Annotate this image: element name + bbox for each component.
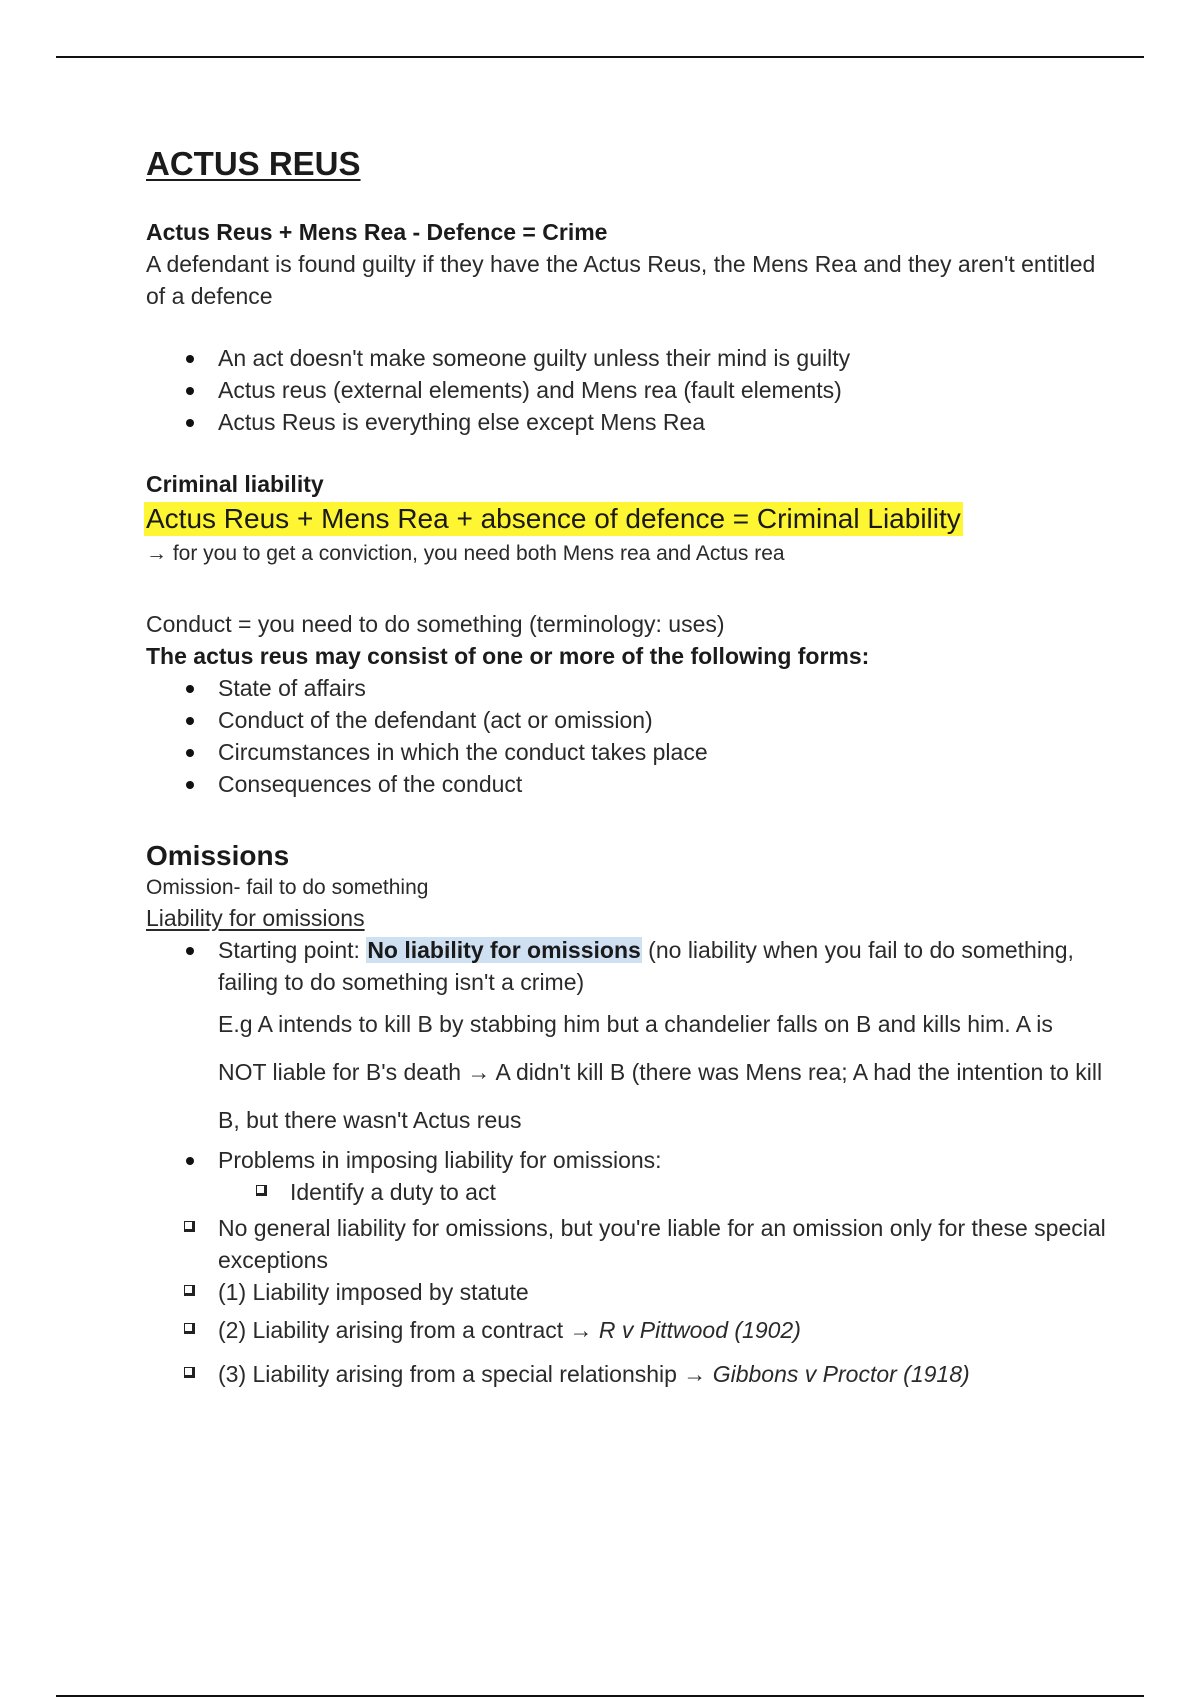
- list-item: An act doesn't make someone guilty unless their mind is guilty: [146, 342, 1106, 374]
- exceptions-list: [146, 1176, 1106, 1390]
- list-item: Circumstances in which the conduct takes place: [146, 736, 1106, 768]
- checkbox-icon: [184, 1367, 195, 1378]
- forms-list: [146, 672, 1106, 800]
- problems-list: [146, 1144, 1106, 1176]
- bullet-icon: [186, 419, 194, 427]
- top-rule: [56, 56, 1144, 58]
- formula-text: A defendant is found guilty if they have the Actus Reus, the Mens Rea and they aren't entitled of a defence: [146, 251, 1096, 309]
- formula-bullets: [146, 342, 1106, 438]
- list-item: (3) Liability arising from a special relationship → Gibbons v Proctor (1918): [146, 1358, 1106, 1390]
- bottom-rule: [56, 1695, 1144, 1697]
- bullet-icon: [186, 717, 194, 725]
- checkbox-icon: [256, 1185, 267, 1196]
- list-item: (2) Liability arising from a contract → R v Pittwood (1902): [146, 1314, 1106, 1346]
- bullet-icon: [186, 749, 194, 757]
- checkbox-icon: [184, 1285, 195, 1296]
- criminal-liability-formula: Actus Reus + Mens Rea + absence of defence = Criminal Liability: [146, 503, 961, 534]
- list-item: No general liability for omissions, but you're liable for an omission only for these special exceptions: [146, 1212, 1106, 1276]
- forms-heading: The actus reus may consist of one or more of the following forms:: [146, 643, 870, 669]
- list-item: Actus Reus is everything else except Mens Rea: [146, 406, 1106, 438]
- omission-definition: Omission- fail to do something: [146, 876, 429, 899]
- list-item: Starting point: No liability for omissions (no liability when you fail to do something, failing to do something isn't a crime): [146, 934, 1106, 998]
- conduct-text: Conduct = you need to do something (terminology: uses): [146, 611, 725, 637]
- case-citation: R v Pittwood (1902): [598, 1317, 801, 1343]
- formula-heading: Actus Reus + Mens Rea - Defence = Crime: [146, 219, 608, 245]
- list-item: (1) Liability imposed by statute: [146, 1276, 1106, 1308]
- case-citation: Gibbons v Proctor (1918): [712, 1361, 970, 1387]
- omissions-heading: Omissions: [146, 840, 290, 871]
- checkbox-icon: [184, 1323, 195, 1334]
- list-item: Consequences of the conduct: [146, 768, 1106, 800]
- checkbox-icon: [184, 1221, 195, 1232]
- bullet-icon: [186, 947, 194, 955]
- bullet-icon: [186, 355, 194, 363]
- criminal-liability-heading: Criminal liability: [146, 471, 324, 497]
- page-title: ACTUS REUS: [146, 145, 361, 182]
- list-item: Problems in imposing liability for omissions:: [146, 1144, 1106, 1176]
- highlighted-text: No liability for omissions: [367, 937, 641, 963]
- omissions-subheading: Liability for omissions: [146, 905, 365, 931]
- document-body: [146, 140, 1106, 1390]
- list-item: Actus reus (external elements) and Mens rea (fault elements): [146, 374, 1106, 406]
- list-item: Conduct of the defendant (act or omission): [146, 704, 1106, 736]
- bullet-icon: [186, 1157, 194, 1165]
- list-item: Identify a duty to act: [146, 1176, 1106, 1208]
- omissions-list: [146, 934, 1106, 998]
- list-item: State of affairs: [146, 672, 1106, 704]
- conviction-note: → for you to get a conviction, you need both Mens rea and Actus rea: [146, 542, 785, 565]
- bullet-icon: [186, 387, 194, 395]
- example-text: E.g A intends to kill B by stabbing him but a chandelier falls on B and kills him. A is NOT liable for B's death → A didn't kill B (there was Mens rea; A had the intention to kill B, but there wasn't Actus reus: [218, 1011, 1103, 1133]
- bullet-icon: [186, 685, 194, 693]
- bullet-icon: [186, 781, 194, 789]
